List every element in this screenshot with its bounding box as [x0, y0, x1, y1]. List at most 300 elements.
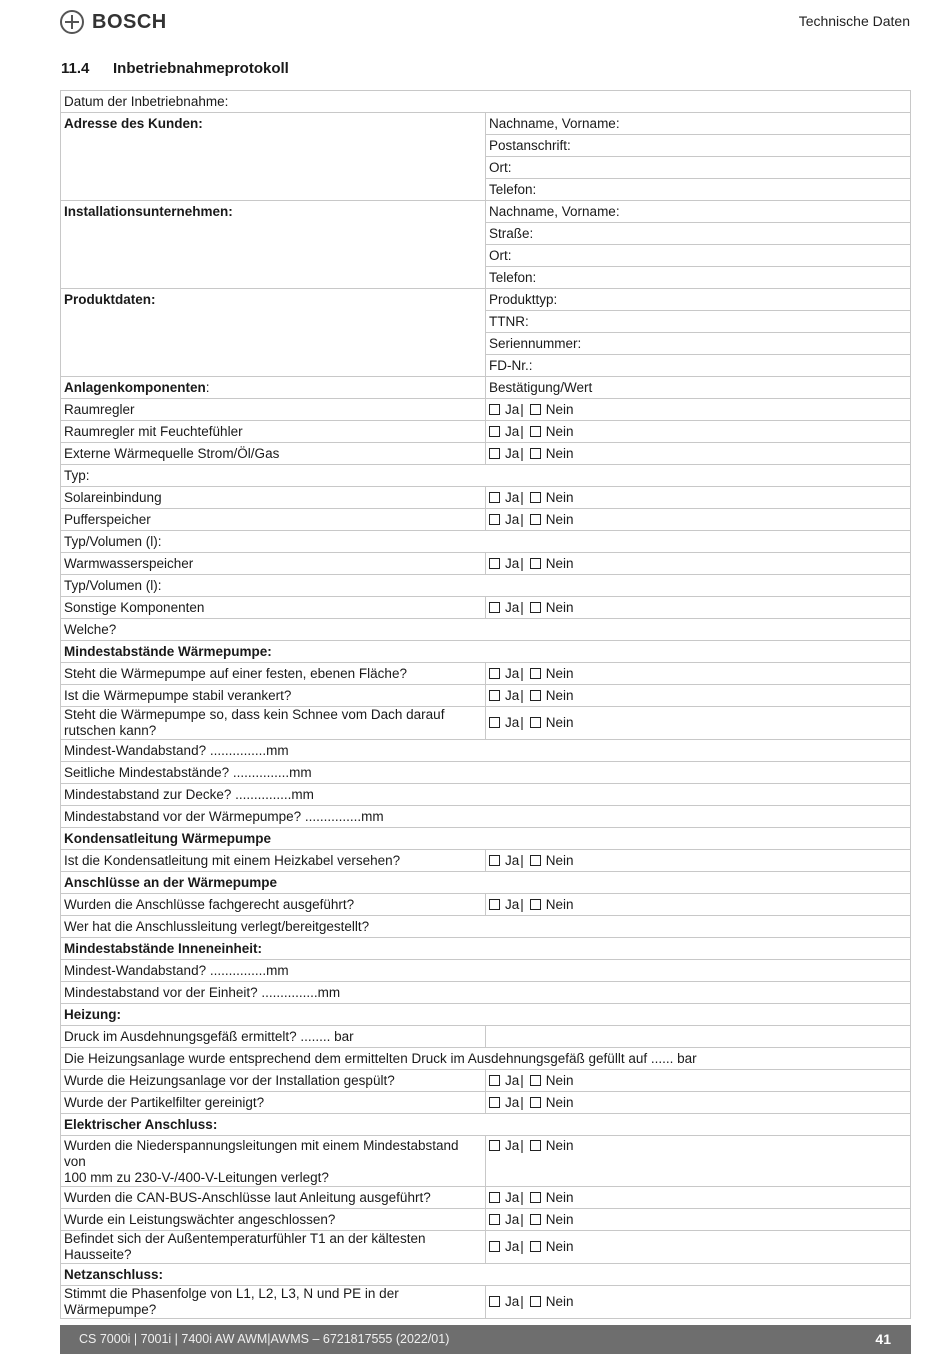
table-row [61, 938, 911, 960]
table-row [61, 289, 911, 311]
table-row [61, 509, 911, 531]
checkbox-no[interactable] [530, 899, 541, 910]
table-row [61, 707, 911, 740]
option-separator: | [520, 1072, 524, 1088]
option-yes-label: Ja [505, 555, 520, 571]
answer-cell [486, 850, 911, 872]
table-row [61, 531, 911, 553]
brand-name: BOSCH [92, 10, 167, 33]
field-label: Telefon: [489, 181, 537, 197]
full-width-cell[interactable] [61, 91, 911, 113]
option-no-label: Nein [545, 599, 574, 615]
option-no-label: Nein [545, 511, 574, 527]
section-header: Elektrischer Anschluss: [64, 1116, 218, 1132]
answer-cell [486, 1092, 911, 1114]
question-label: Warmwasserspeicher [64, 555, 194, 571]
field-cell[interactable] [486, 333, 911, 355]
option-separator: | [520, 489, 524, 505]
option-no-label: Nein [545, 401, 574, 417]
option-no-label: Nein [545, 423, 574, 439]
option-no-label: Nein [545, 1072, 574, 1088]
row-label: Mindest-Wandabstand? ...............mm [64, 742, 289, 758]
yes-no-options [489, 512, 574, 527]
section-header-cell [61, 641, 911, 663]
option-yes-label: Ja [505, 715, 520, 730]
yes-no-options [489, 1212, 574, 1227]
table-row [61, 1004, 911, 1026]
field-label: Straße: [489, 225, 534, 241]
yes-no-options [489, 853, 574, 868]
yes-no-options [489, 666, 574, 681]
checkbox-no[interactable] [530, 492, 541, 503]
checkbox-yes[interactable] [489, 1241, 500, 1252]
option-yes-label: Ja [505, 1211, 520, 1227]
brand-logo [60, 10, 167, 34]
yes-no-options [489, 1073, 574, 1088]
checkbox-no[interactable] [530, 717, 541, 728]
group-label: Adresse des Kunden: [64, 116, 203, 131]
question-label: Ist die Kondensatleitung mit einem Heizkabel versehen? [64, 852, 401, 868]
option-separator: | [520, 511, 524, 527]
question-label: Wurde die Heizungsanlage vor der Installation gespült? [64, 1072, 395, 1088]
question-cell [61, 487, 486, 509]
option-separator: | [520, 1211, 524, 1227]
field-label: Ort: [489, 247, 512, 263]
checkbox-yes[interactable] [489, 404, 500, 415]
option-no-label: Nein [545, 555, 574, 571]
checkbox-no[interactable] [530, 404, 541, 415]
option-separator: | [520, 423, 524, 439]
option-yes-label: Ja [505, 1294, 520, 1309]
yes-no-options [489, 1294, 574, 1309]
option-yes-label: Ja [505, 1189, 520, 1205]
option-no-label: Nein [545, 1138, 574, 1153]
answer-cell [486, 597, 911, 619]
question-label: Raumregler mit Feuchtefühler [64, 423, 243, 439]
row-label: Mindestabstand zur Decke? ...............mm [64, 786, 314, 802]
option-separator: | [520, 401, 524, 417]
checkbox-no[interactable] [530, 1140, 541, 1151]
section-header: Mindestabstände Inneneinheit: [64, 940, 263, 956]
field-label: TTNR: [489, 313, 529, 329]
field-label: FD-Nr.: [489, 357, 533, 373]
field-label: Nachname, Vorname: [489, 203, 620, 219]
option-yes-label: Ja [505, 665, 520, 681]
option-no-label: Nein [545, 489, 574, 505]
yes-no-options [489, 402, 574, 417]
yes-no-options [489, 897, 574, 912]
checkbox-yes[interactable] [489, 426, 500, 437]
question-label-line2: 100 mm zu 230-V-/400-V-Leitungen verlegt? [64, 1170, 329, 1185]
question-label: Wurden die Niederspannungsleitungen mit einem Mindestabstand von [64, 1138, 459, 1169]
table-row [61, 201, 911, 223]
checkbox-no[interactable] [530, 1192, 541, 1203]
option-no-label: Nein [545, 1239, 574, 1254]
option-yes-label: Ja [505, 1072, 520, 1088]
table-row [61, 685, 911, 707]
question-label: Externe Wärmequelle Strom/Öl/Gas [64, 445, 280, 461]
field-label: Nachname, Vorname: [489, 115, 620, 131]
section-header-cell [61, 1264, 911, 1286]
table-row [61, 1114, 911, 1136]
option-separator: | [520, 1189, 524, 1205]
section-header: Heizung: [64, 1006, 121, 1022]
option-no-label: Nein [545, 896, 574, 912]
question-cell [61, 399, 486, 421]
answer-cell [486, 685, 911, 707]
table-row [61, 1136, 911, 1187]
table-row [61, 641, 911, 663]
answer-cell [486, 1286, 911, 1319]
answer-cell [486, 509, 911, 531]
question-label: Befindet sich der Außentemperaturfühler T1 an der kältesten Hausseite? [64, 1231, 426, 1262]
question-cell [61, 1187, 486, 1209]
answer-cell [486, 894, 911, 916]
answer-cell [486, 1231, 911, 1264]
full-width-cell[interactable] [61, 960, 911, 982]
checkbox-no[interactable] [530, 448, 541, 459]
option-yes-label: Ja [505, 599, 520, 615]
field-cell[interactable] [486, 289, 911, 311]
checkbox-yes[interactable] [489, 855, 500, 866]
yes-no-options [489, 424, 574, 439]
checkbox-yes[interactable] [489, 1192, 500, 1203]
section-header-cell [61, 938, 911, 960]
checkbox-yes[interactable] [489, 717, 500, 728]
table-row [61, 1264, 911, 1286]
question-label: Wurde ein Leistungswächter angeschlossen? [64, 1211, 336, 1227]
field-cell[interactable] [486, 201, 911, 223]
checkbox-yes[interactable] [489, 1296, 500, 1307]
option-no-label: Nein [545, 1189, 574, 1205]
section-title-text: Inbetriebnahmeprotokoll [113, 60, 289, 77]
answer-cell [486, 399, 911, 421]
option-yes-label: Ja [505, 896, 520, 912]
option-separator: | [520, 1239, 524, 1254]
value-cell[interactable] [486, 377, 911, 399]
question-label: Wurden die Anschlüsse fachgerecht ausgeführt? [64, 896, 355, 912]
checkbox-no[interactable] [530, 1075, 541, 1086]
table-row [61, 575, 911, 597]
checkbox-yes[interactable] [489, 1097, 500, 1108]
checkbox-no[interactable] [530, 1097, 541, 1108]
question-cell [61, 1286, 486, 1319]
yes-no-options [489, 600, 574, 615]
checkbox-no[interactable] [530, 855, 541, 866]
answer-cell [486, 487, 911, 509]
table-row [61, 850, 911, 872]
question-cell [61, 1231, 486, 1264]
question-label: Steht die Wärmepumpe so, dass kein Schnee vom Dach darauf rutschen kann? [64, 707, 445, 738]
checkbox-no[interactable] [530, 426, 541, 437]
section-header-cell [61, 1004, 911, 1026]
option-no-label: Nein [545, 665, 574, 681]
field-label: Seriennummer: [489, 335, 582, 351]
label-cell [61, 377, 486, 399]
full-width-cell[interactable] [61, 740, 911, 762]
yes-no-options [489, 556, 574, 571]
row-label: Datum der Inbetriebnahme: [64, 93, 229, 109]
checkbox-yes[interactable] [489, 1140, 500, 1151]
option-yes-label: Ja [505, 1138, 520, 1153]
table-row [61, 916, 911, 938]
full-width-cell[interactable] [61, 806, 911, 828]
option-no-label: Nein [545, 1294, 574, 1309]
option-separator: | [520, 896, 524, 912]
question-label: Steht die Wärmepumpe auf einer festen, ebenen Fläche? [64, 665, 407, 681]
row-label: Typ/Volumen (l): [64, 533, 162, 549]
value-label: Bestätigung/Wert [489, 379, 593, 395]
option-separator: | [520, 852, 524, 868]
section-header: Netzanschluss: [64, 1266, 164, 1282]
question-label: Solareinbindung [64, 489, 162, 505]
answer-cell [486, 553, 911, 575]
answer-cell [486, 1209, 911, 1231]
option-no-label: Nein [545, 852, 574, 868]
group-label: Installationsunternehmen: [64, 204, 233, 219]
option-no-label: Nein [545, 715, 574, 730]
option-separator: | [520, 665, 524, 681]
answer-cell [486, 1187, 911, 1209]
question-cell [61, 1136, 486, 1187]
checkbox-no[interactable] [530, 1241, 541, 1252]
answer-cell [486, 443, 911, 465]
full-width-cell[interactable] [61, 762, 911, 784]
footer-document-id: CS 7000i | 7001i | 7400i AW AWM|AWMS – 6721817555 (2022/01) [79, 1332, 450, 1346]
option-yes-label: Ja [505, 445, 520, 461]
field-cell[interactable] [486, 157, 911, 179]
page-title [61, 60, 289, 77]
table-row [61, 1231, 911, 1264]
option-no-label: Nein [545, 445, 574, 461]
option-separator: | [520, 1094, 524, 1110]
row-label: Mindestabstand vor der Wärmepumpe? ...............mm [64, 808, 384, 824]
yes-no-options [489, 490, 574, 505]
table-row [61, 1209, 911, 1231]
table-row [61, 597, 911, 619]
label-cell [61, 1026, 486, 1048]
option-separator: | [520, 715, 524, 730]
checkbox-no[interactable] [530, 602, 541, 613]
group-label-cell [61, 113, 486, 201]
row-label: Die Heizungsanlage wurde entsprechend dem ermittelten Druck im Ausdehnungsgefäß gefüllt auf ...... bar [64, 1050, 697, 1066]
table-row [61, 487, 911, 509]
table-row [61, 619, 911, 641]
table-row [61, 806, 911, 828]
checkbox-no[interactable] [530, 668, 541, 679]
table-row [61, 1092, 911, 1114]
checkbox-yes[interactable] [489, 558, 500, 569]
value-cell[interactable] [486, 1026, 911, 1048]
option-yes-label: Ja [505, 687, 520, 703]
option-separator: | [520, 599, 524, 615]
answer-cell [486, 663, 911, 685]
table-row [61, 960, 911, 982]
checkbox-yes[interactable] [489, 514, 500, 525]
field-cell[interactable] [486, 267, 911, 289]
row-label: Welche? [64, 621, 117, 637]
field-label: Postanschrift: [489, 137, 571, 153]
question-cell [61, 663, 486, 685]
question-cell [61, 1209, 486, 1231]
option-yes-label: Ja [505, 1239, 520, 1254]
row-label-suffix: : [205, 379, 210, 395]
row-label: Typ/Volumen (l): [64, 577, 162, 593]
table-row [61, 113, 911, 135]
table-row [61, 740, 911, 762]
table-row [61, 663, 911, 685]
table-row [61, 421, 911, 443]
full-width-cell[interactable] [61, 916, 911, 938]
section-header: Anschlüsse an der Wärmepumpe [64, 874, 278, 890]
table-row [61, 828, 911, 850]
question-label: Sonstige Komponenten [64, 599, 205, 615]
table-row [61, 399, 911, 421]
option-separator: | [520, 687, 524, 703]
option-yes-label: Ja [505, 489, 520, 505]
row-label: Typ: [64, 467, 90, 483]
question-label: Raumregler [64, 401, 135, 417]
option-yes-label: Ja [505, 852, 520, 868]
full-width-cell[interactable] [61, 465, 911, 487]
question-cell [61, 894, 486, 916]
option-yes-label: Ja [505, 423, 520, 439]
answer-cell [486, 421, 911, 443]
question-cell [61, 509, 486, 531]
section-header-cell [61, 872, 911, 894]
bosch-armature-icon [60, 10, 84, 34]
field-cell[interactable] [486, 355, 911, 377]
option-yes-label: Ja [505, 401, 520, 417]
table-row [61, 1070, 911, 1092]
full-width-cell[interactable] [61, 1048, 911, 1070]
checkbox-yes[interactable] [489, 448, 500, 459]
full-width-cell[interactable] [61, 619, 911, 641]
page-footer [60, 1325, 911, 1354]
question-cell [61, 421, 486, 443]
full-width-cell[interactable] [61, 784, 911, 806]
checkbox-yes[interactable] [489, 1214, 500, 1225]
option-separator: | [520, 555, 524, 571]
field-cell[interactable] [486, 245, 911, 267]
checkbox-no[interactable] [530, 514, 541, 525]
group-label-cell [61, 289, 486, 377]
checkbox-no[interactable] [530, 690, 541, 701]
yes-no-options [489, 1138, 574, 1153]
full-width-cell[interactable] [61, 575, 911, 597]
table-row [61, 762, 911, 784]
question-cell [61, 707, 486, 740]
section-header: Kondensatleitung Wärmepumpe [64, 830, 272, 846]
table-row [61, 894, 911, 916]
answer-cell [486, 1070, 911, 1092]
checkbox-yes[interactable] [489, 492, 500, 503]
field-cell[interactable] [486, 223, 911, 245]
table-row [61, 465, 911, 487]
row-label: Druck im Ausdehnungsgefäß ermittelt? ........ bar [64, 1028, 354, 1044]
question-label: Stimmt die Phasenfolge von L1, L2, L3, N und PE in der Wärmepumpe? [64, 1286, 399, 1317]
group-label-cell [61, 201, 486, 289]
table-row [61, 872, 911, 894]
option-no-label: Nein [545, 1211, 574, 1227]
option-separator: | [520, 445, 524, 461]
question-label: Wurden die CAN-BUS-Anschlüsse laut Anleitung ausgeführt? [64, 1189, 431, 1205]
option-separator: | [520, 1294, 524, 1309]
table-row [61, 1048, 911, 1070]
table-row [61, 553, 911, 575]
field-cell[interactable] [486, 311, 911, 333]
checkbox-yes[interactable] [489, 602, 500, 613]
option-yes-label: Ja [505, 1094, 520, 1110]
question-label: Ist die Wärmepumpe stabil verankert? [64, 687, 292, 703]
section-header-cell [61, 1114, 911, 1136]
table-row [61, 784, 911, 806]
table-row [61, 91, 911, 113]
table-row [61, 1187, 911, 1209]
yes-no-options [489, 715, 574, 730]
field-cell[interactable] [486, 113, 911, 135]
question-cell [61, 1092, 486, 1114]
page-number: 41 [875, 1331, 891, 1347]
table-row [61, 443, 911, 465]
checkbox-yes[interactable] [489, 690, 500, 701]
row-label: Mindest-Wandabstand? ...............mm [64, 962, 289, 978]
yes-no-options [489, 1095, 574, 1110]
question-label: Wurde der Partikelfilter gereinigt? [64, 1094, 265, 1110]
row-label: Wer hat die Anschlussleitung verlegt/bereitgestellt? [64, 918, 370, 934]
checkbox-no[interactable] [530, 1214, 541, 1225]
row-label: Mindestabstand vor der Einheit? ...............mm [64, 984, 341, 1000]
option-no-label: Nein [545, 687, 574, 703]
question-cell [61, 597, 486, 619]
question-label: Pufferspeicher [64, 511, 151, 527]
checkbox-yes[interactable] [489, 668, 500, 679]
question-cell [61, 685, 486, 707]
section-header-cell [61, 828, 911, 850]
group-label: Produktdaten: [64, 292, 156, 307]
yes-no-options [489, 688, 574, 703]
field-label: Produkttyp: [489, 291, 558, 307]
table-row [61, 982, 911, 1004]
answer-cell [486, 1136, 911, 1187]
answer-cell [486, 707, 911, 740]
table-row [61, 1026, 911, 1048]
full-width-cell[interactable] [61, 531, 911, 553]
section-header: Mindestabstände Wärmepumpe: [64, 643, 272, 659]
table-row [61, 1286, 911, 1319]
section-number: 11.4 [61, 60, 90, 77]
yes-no-options [489, 1239, 574, 1254]
question-cell [61, 1070, 486, 1092]
table-row [61, 377, 911, 399]
checkbox-yes[interactable] [489, 1075, 500, 1086]
yes-no-options [489, 446, 574, 461]
commissioning-protocol-table [60, 90, 911, 1319]
full-width-cell[interactable] [61, 982, 911, 1004]
section-label: Technische Daten [798, 13, 910, 29]
field-cell[interactable] [486, 179, 911, 201]
question-cell [61, 850, 486, 872]
checkbox-no[interactable] [530, 558, 541, 569]
question-cell [61, 443, 486, 465]
checkbox-no[interactable] [530, 1296, 541, 1307]
field-label: Telefon: [489, 269, 537, 285]
checkbox-yes[interactable] [489, 899, 500, 910]
question-cell [61, 553, 486, 575]
row-label: Seitliche Mindestabstände? ...............mm [64, 764, 312, 780]
field-cell[interactable] [486, 135, 911, 157]
row-label: Anlagenkomponenten [64, 379, 206, 395]
